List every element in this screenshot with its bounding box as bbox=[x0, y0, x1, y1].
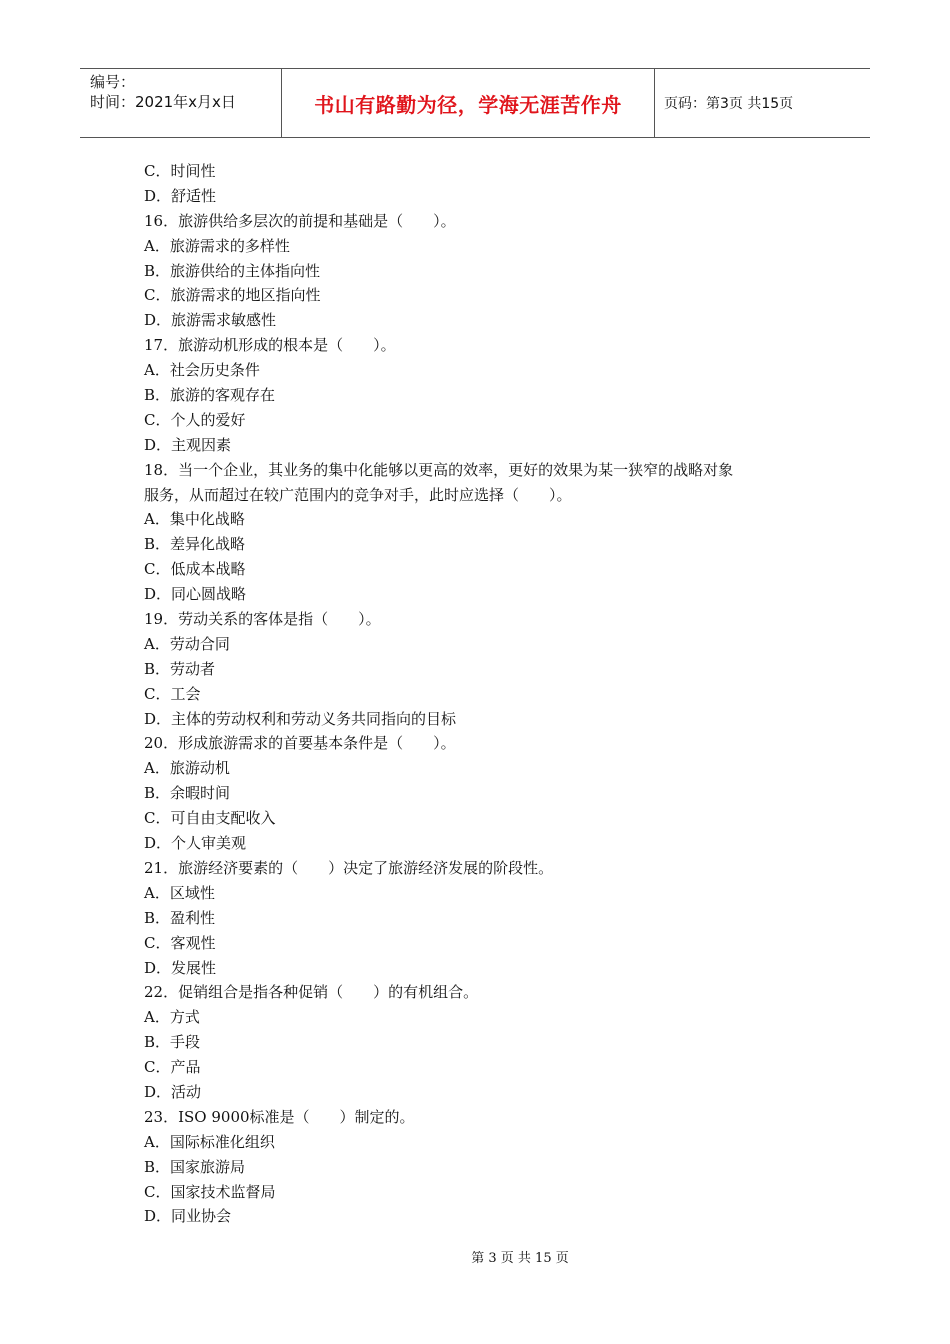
content-line: 20．形成旅游需求的首要基本条件是（ ）。 bbox=[144, 734, 456, 753]
content-line: 21．旅游经济要素的（ ）决定了旅游经济发展的阶段性。 bbox=[144, 858, 554, 877]
content-line: D．旅游需求敏感性 bbox=[144, 311, 277, 330]
content-line: C．可自由支配收入 bbox=[144, 809, 276, 828]
content-line: A．方式 bbox=[144, 1008, 200, 1027]
content-line: A．区域性 bbox=[144, 883, 215, 902]
doc-code-label: 编号： bbox=[90, 73, 136, 91]
motto-text: 书山有路勤为径，学海无涯苦作舟 bbox=[314, 92, 622, 117]
header-page-cell bbox=[655, 69, 870, 137]
content-line: A．旅游动机 bbox=[144, 759, 230, 778]
content-line: D．舒适性 bbox=[144, 186, 217, 205]
content-line: B．旅游供给的主体指向性 bbox=[144, 261, 321, 280]
content-line: C．低成本战略 bbox=[144, 560, 246, 579]
content-line: 服务，从而超过在较广范围内的竞争对手，此时应选择（ ）。 bbox=[144, 485, 572, 504]
content-line: C．国家技术监督局 bbox=[144, 1182, 276, 1201]
header-meta bbox=[80, 69, 282, 137]
content-line: A．旅游需求的多样性 bbox=[144, 236, 290, 255]
header-motto-cell bbox=[282, 69, 655, 137]
content-line: 17．旅游动机形成的根本是（ ）。 bbox=[144, 336, 396, 355]
content-line: D．个人审美观 bbox=[144, 834, 247, 853]
content-line: D．主观因素 bbox=[144, 435, 232, 454]
content-line: C．客观性 bbox=[144, 933, 216, 952]
content-line: 16．旅游供给多层次的前提和基础是（ ）。 bbox=[144, 211, 456, 230]
content-line: A．劳动合同 bbox=[144, 634, 230, 653]
content-line: B．劳动者 bbox=[144, 659, 216, 678]
content-line: B．差异化战略 bbox=[144, 535, 246, 554]
content-line: 22．促销组合是指各种促销（ ）的有机组合。 bbox=[144, 983, 479, 1002]
page-header bbox=[80, 68, 870, 138]
content-line: C．工会 bbox=[144, 684, 201, 703]
content-line: 18．当一个企业，其业务的集中化能够以更高的效率，更好的效果为某一狭窄的战略对象 bbox=[144, 460, 734, 479]
content-line: D．同心圆战略 bbox=[144, 585, 247, 604]
content-line: A．集中化战略 bbox=[144, 510, 245, 529]
content-line: B．余暇时间 bbox=[144, 784, 231, 803]
content-line: C．产品 bbox=[144, 1058, 201, 1077]
page-info: 页码：第3页 共15页 bbox=[664, 96, 794, 112]
content-line: 23．ISO 9000标准是（ ）制定的。 bbox=[144, 1107, 415, 1126]
content-line: D．同业协会 bbox=[144, 1207, 232, 1226]
content-line: B．国家旅游局 bbox=[144, 1157, 246, 1176]
page-footer: 第 3 页 共 15 页 bbox=[471, 1251, 569, 1266]
doc-date-label: 时间：2021年x月x日 bbox=[90, 93, 236, 111]
content-line: B．盈利性 bbox=[144, 908, 216, 927]
content-line: C．旅游需求的地区指向性 bbox=[144, 286, 321, 305]
content-line: B．旅游的客观存在 bbox=[144, 386, 276, 405]
content-line: D．主体的劳动权利和劳动义务共同指向的目标 bbox=[144, 709, 457, 728]
content-line: 19．劳动关系的客体是指（ ）。 bbox=[144, 610, 381, 629]
content-line: C．个人的爱好 bbox=[144, 410, 246, 429]
content-line: B．手段 bbox=[144, 1033, 201, 1052]
content-line: D．发展性 bbox=[144, 958, 217, 977]
content-line: A．社会历史条件 bbox=[144, 361, 260, 380]
content-line: C．时间性 bbox=[144, 162, 216, 180]
content-line: A．国际标准化组织 bbox=[144, 1132, 275, 1151]
question-list bbox=[144, 159, 824, 1229]
content-line: D．活动 bbox=[144, 1082, 202, 1101]
